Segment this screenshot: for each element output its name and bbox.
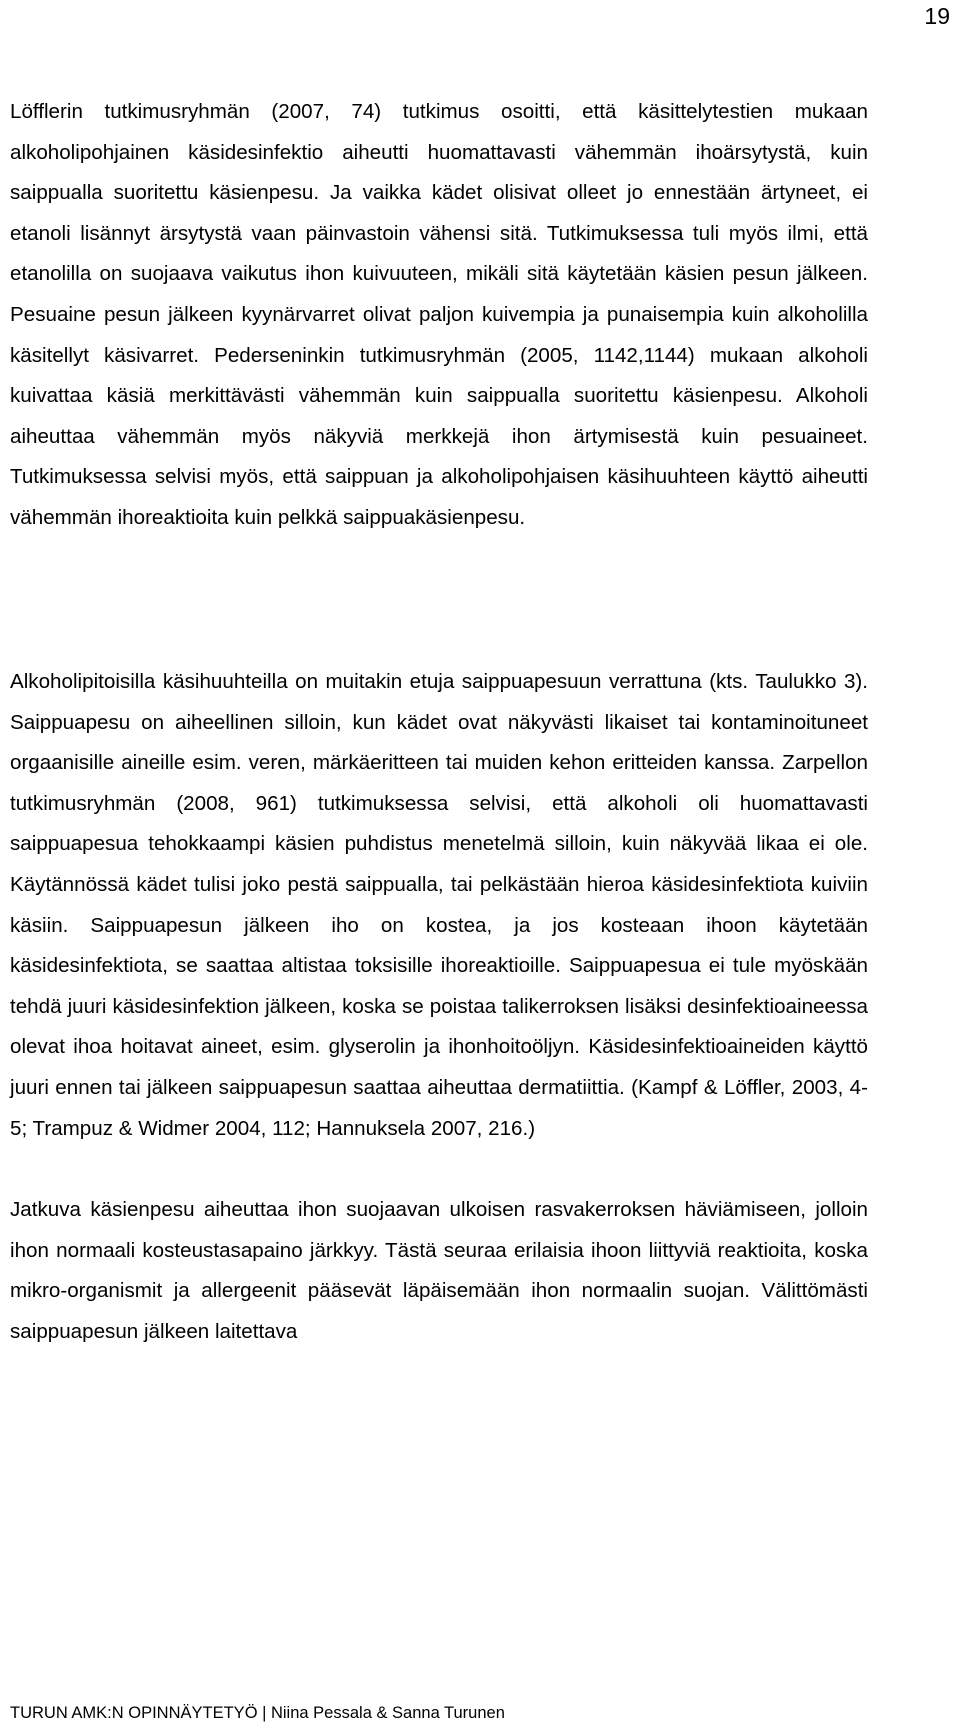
paragraph-2: Alkoholipitoisilla käsihuuhteilla on muitakin etuja saippuapesuun verrattuna (kts. Taulukko 3). Saippuapesu on aiheellinen silloin, kun kädet ovat näkyvästi likaiset tai kontaminoituneet orgaanisille aineille esim. veren, märkäeritteen tai muiden kehon eritteiden kanssa. Zarpellon tutkimusryhmän (2008, 961) tutkimuksessa selvisi, että alkoholi oli huomattavasti saippuapesua tehokkaampi käsien puhdistus menetelmä silloin, kuin näkyvää likaa ei ole. Käytännössä kädet tulisi joko pestä saippualla, tai pelkästään hieroa käsidesinfektiota kuiviin käsiin. Saippuapesun jälkeen iho on kostea, ja jos kosteaan ihoon käytetään käsidesinfektiota, se saattaa altistaa toksisille ihoreaktioille. Saippuapesua ei tule myöskään tehdä juuri käsidesinfektion jälkeen, koska se poistaa talikerroksen lisäksi desinfektioaineessa olevat ihoa hoitavat aineet, esim. glyserolin ja ihonhoitoöljyn. Käsidesinfektioaineiden käyttö juuri ennen tai jälkeen saippuapesun saattaa aiheuttaa dermatiittia. (Kampf & Löffler, 2003, 4-5; Trampuz & Widmer 2004, 112; Hannuksela 2007, 216.) — [10, 670, 868, 1140]
page-footer: TURUN AMK:N OPINNÄYTETYÖ | Niina Pessala & Sanna Turunen — [10, 1704, 505, 1722]
paragraph-3: Jatkuva käsienpesu aiheuttaa ihon suojaavan ulkoisen rasvakerroksen häviämiseen, jolloin ihon normaali kosteustasapaino järkkyy. Tästä seuraa erilaisia ihoon liittyviä reaktioita, koska mikro-organismit ja allergeenit pääsevät läpäisemään ihon normaalin suojan. Välittömästi saippuapesun jälkeen laitettava — [10, 1198, 868, 1343]
page-number: 19 — [924, 3, 950, 29]
paragraph-1: Löfflerin tutkimusryhmän (2007, 74) tutkimus osoitti, että käsittelytestien mukaan alkoholipohjainen käsidesinfektio aiheutti huomattavasti vähemmän ihoärsytystä, kuin saippualla suoritettu käsienpesu. Ja vaikka kädet olisivat olleet jo ennestään ärtyneet, ei etanoli lisännyt ärsytystä vaan päinvastoin vähensi sitä. Tutkimuksessa tuli myös ilmi, että etanolilla on suojaava vaikutus ihon kuivuuteen, mikäli sitä käytetään käsien pesun jälkeen. Pesuaine pesun jälkeen kyynärvarret olivat paljon kuivempia ja punaisempia kuin alkoholilla käsitellyt käsivarret. Pederseninkin tutkimusryhmän (2005, 1142,1144) mukaan alkoholi kuivattaa käsiä merkittävästi vähemmän kuin saippualla suoritettu käsienpesu. Alkoholi aiheuttaa vähemmän myös näkyviä merkkejä ihon ärtymisestä kuin pesuaineet. Tutkimuksessa selvisi myös, että saippuan ja alkoholipohjaisen käsihuuhteen käyttö aiheutti vähemmän ihoreaktioita kuin pelkkä saippuakäsienpesu. — [10, 100, 868, 529]
